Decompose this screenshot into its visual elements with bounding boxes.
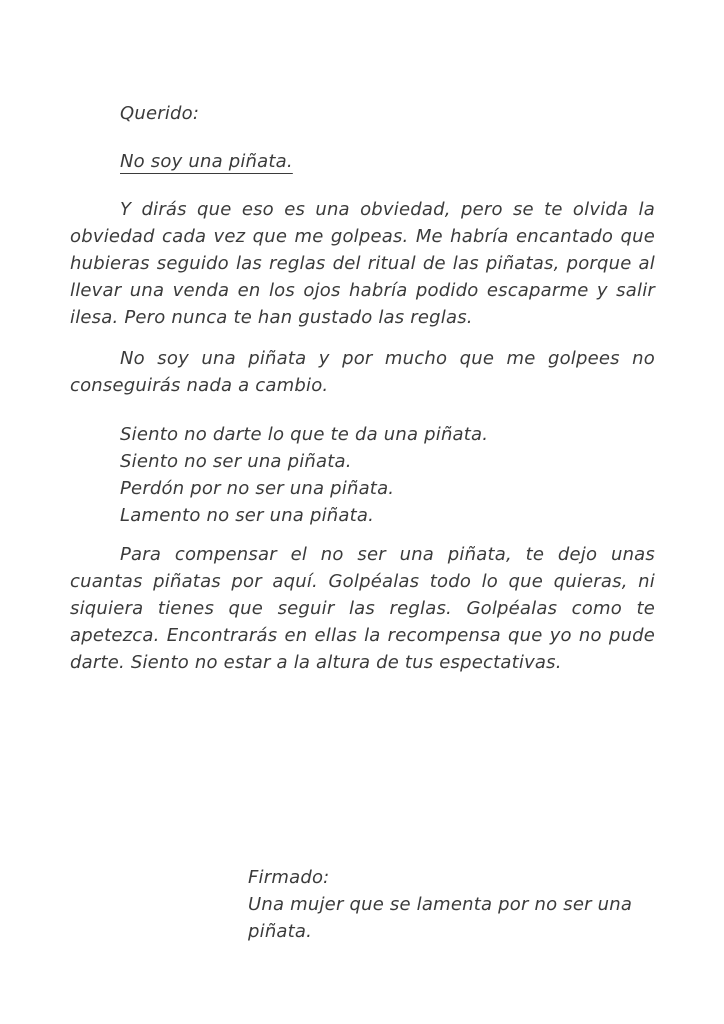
litany-line-1: Siento no darte lo que te da una piñata. (120, 424, 489, 445)
letter-signature-block (248, 864, 655, 945)
signature-name: Una mujer que se lamenta por no ser una piñata. (248, 894, 633, 942)
litany-line-3: Perdón por no ser una piñata. (120, 478, 395, 499)
letter-litany (120, 421, 655, 529)
letter-closing-paragraph: Para compensar el no ser una piñata, te dejo unas cuantas piñatas por aquí. Golpéalas todo lo que quieras, ni siquiera tienes que seguir las reglas. Golpéalas como te apetezca. Encontrarás en ellas la recompensa que yo no pude darte. Siento no estar a la altura de tus espectativas. (70, 544, 655, 673)
letter-opening-statement: No soy una piñata. (120, 151, 293, 172)
litany-line-2: Siento no ser una piñata. (120, 451, 352, 472)
letter-salutation: Querido: (120, 103, 200, 124)
letter-paragraph-2: No soy una piñata y por mucho que me golpees no conseguirás nada a cambio. (70, 348, 655, 396)
signature-label: Firmado: (248, 867, 330, 888)
letter-paragraph-1: Y dirás que eso es una obviedad, pero se te olvida la obviedad cada vez que me golpeas. Me habría encantado que hubieras seguido las reglas del ritual de las piñatas, porque al llevar una venda en los ojos habría podido escaparme y salir ilesa. Pero nunca te han gustado las reglas. (70, 199, 655, 328)
litany-line-4: Lamento no ser una piñata. (120, 505, 375, 526)
